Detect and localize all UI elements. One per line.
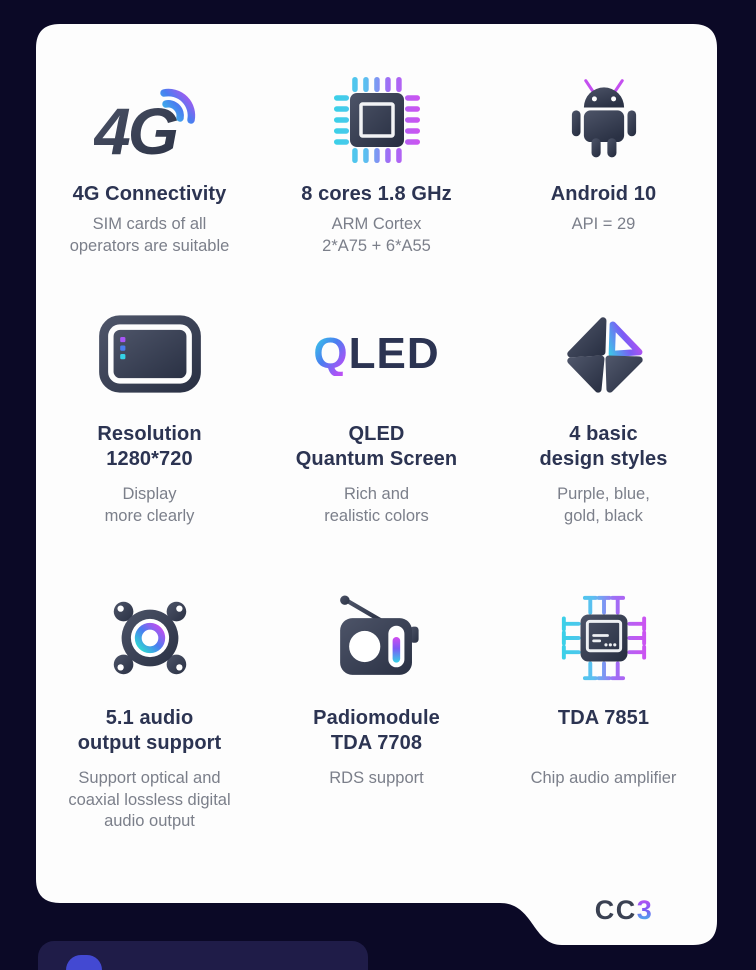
feature-title: Padiomodule TDA 7708 [313, 707, 440, 754]
feature-title: 4G Connectivity [72, 183, 227, 205]
4g-signal-icon [94, 72, 206, 168]
feature-title: TDA 7851 [557, 707, 650, 729]
cpu-chip-icon [329, 72, 425, 168]
feature-grid [36, 24, 717, 833]
feature-title: QLED Quantum Screen [295, 423, 458, 470]
radio-icon [325, 590, 429, 686]
feature-subtitle: ARM Cortex 2*A75 + 6*A55 [322, 215, 431, 255]
amplifier-chip-icon [557, 590, 651, 686]
feature-title: 5.1 audio output support [77, 707, 222, 754]
feature-qled [263, 276, 490, 560]
feature-subtitle: Purple, blue, gold, black [557, 485, 650, 525]
feature-design-styles [490, 276, 717, 560]
svg-text:4G: 4G [93, 94, 176, 168]
feature-title: Android 10 [550, 183, 657, 205]
feature-subtitle: Rich and realistic colors [324, 485, 429, 525]
design-styles-icon [557, 306, 651, 402]
feature-radiomodule [263, 560, 490, 833]
feature-amplifier [490, 560, 717, 833]
brand-logo [576, 897, 672, 924]
speaker-icon [103, 590, 197, 686]
feature-cpu [263, 24, 490, 276]
display-resolution-icon [97, 306, 203, 402]
feature-subtitle: API = 29 [571, 215, 636, 233]
feature-subtitle: Display more clearly [104, 485, 195, 525]
qled-led-letters: LED [348, 329, 440, 378]
android-robot-icon [558, 72, 650, 168]
brand-cc: CC [594, 895, 637, 925]
feature-4g-connectivity [36, 24, 263, 276]
feature-audio-output [36, 560, 263, 833]
feature-resolution [36, 276, 263, 560]
feature-android [490, 24, 717, 276]
qled-q-letter: Q [313, 329, 349, 378]
brand-three: 3 [636, 895, 654, 925]
feature-subtitle: Chip audio amplifier [530, 769, 677, 787]
qled-logo [313, 306, 439, 402]
feature-subtitle: RDS support [329, 769, 424, 787]
feature-subtitle: Support optical and coaxial lossless digital audio output [68, 769, 231, 830]
feature-subtitle: SIM cards of all operators are suitable [69, 215, 230, 255]
feature-title: 8 cores 1.8 GHz [301, 183, 452, 205]
feature-title: 4 basic design styles [539, 423, 668, 470]
feature-title: Resolution 1280*720 [97, 423, 202, 470]
